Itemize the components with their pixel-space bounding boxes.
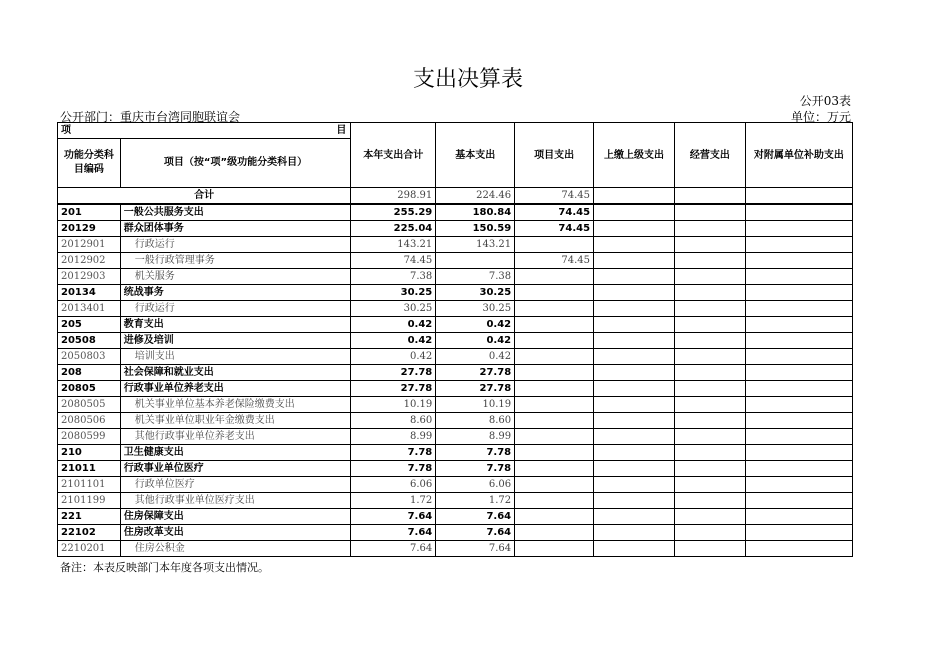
row-basic: 27.78 [436,365,515,381]
row-basic: 150.59 [436,221,515,237]
row-code: 2012902 [58,253,121,269]
total-basic: 224.46 [436,188,515,205]
table-row [58,365,853,381]
row-project [515,461,594,477]
table-row [58,301,853,317]
row-total: 7.78 [351,445,436,461]
row-business [674,317,745,333]
row-basic: 7.64 [436,541,515,557]
table-row [58,461,853,477]
total-business [674,188,745,205]
row-total: 0.42 [351,317,436,333]
row-business [674,333,745,349]
row-project: 74.45 [515,204,594,221]
table-row [58,477,853,493]
row-total: 1.72 [351,493,436,509]
row-project: 74.45 [515,221,594,237]
row-project [515,525,594,541]
row-name: 行政单位医疗 [120,477,351,493]
row-name: 行政运行 [120,301,351,317]
row-basic: 6.06 [436,477,515,493]
row-business [674,429,745,445]
row-subsidy [745,365,852,381]
row-name: 进修及培训 [120,333,351,349]
row-total: 7.64 [351,509,436,525]
row-subsidy [745,397,852,413]
row-total: 7.64 [351,525,436,541]
table-row [58,333,853,349]
row-name: 一般行政管理事务 [120,253,351,269]
row-basic: 143.21 [436,237,515,253]
table-row [58,445,853,461]
row-upper [594,541,675,557]
table-header [58,123,853,188]
page-title: 支出决算表 [412,67,523,92]
row-code: 2050803 [58,349,121,365]
row-code: 20129 [58,221,121,237]
row-total: 30.25 [351,301,436,317]
row-name: 行政运行 [120,237,351,253]
row-project [515,429,594,445]
row-basic: 0.42 [436,333,515,349]
row-total: 30.25 [351,285,436,301]
row-upper [594,317,675,333]
row-basic [436,253,515,269]
table-row [58,237,853,253]
total-upper [594,188,675,205]
row-business [674,493,745,509]
table-row [58,253,853,269]
row-basic: 7.64 [436,525,515,541]
row-name: 住房改革支出 [120,525,351,541]
row-code: 20508 [58,333,121,349]
total-label: 合计 [58,188,351,205]
row-basic: 1.72 [436,493,515,509]
row-project [515,317,594,333]
row-code: 2080506 [58,413,121,429]
row-project [515,349,594,365]
table-row [58,541,853,557]
row-upper [594,253,675,269]
row-total: 27.78 [351,381,436,397]
header-code: 功能分类科目编码 [58,139,121,188]
row-code: 2012903 [58,269,121,285]
table-row [58,269,853,285]
footnote: 备注：本表反映部门本年度各项支出情况。 [60,561,269,574]
row-subsidy [745,381,852,397]
row-basic: 30.25 [436,285,515,301]
row-total: 7.38 [351,269,436,285]
row-name: 行政事业单位养老支出 [120,381,351,397]
row-name: 社会保障和就业支出 [120,365,351,381]
row-subsidy [745,301,852,317]
header-xiang-mu [58,123,351,139]
row-business [674,204,745,221]
row-business [674,285,745,301]
row-subsidy [745,445,852,461]
row-business [674,445,745,461]
row-basic: 7.78 [436,461,515,477]
row-total: 27.78 [351,365,436,381]
row-name: 一般公共服务支出 [120,204,351,221]
table-row [58,204,853,221]
row-code: 205 [58,317,121,333]
row-upper [594,365,675,381]
header-basic: 基本支出 [436,123,515,188]
row-total: 255.29 [351,204,436,221]
row-upper [594,204,675,221]
row-subsidy [745,204,852,221]
row-business [674,413,745,429]
row-name: 机关事业单位基本养老保险缴费支出 [120,397,351,413]
table-row [58,397,853,413]
row-total: 8.99 [351,429,436,445]
header-total: 本年支出合计 [351,123,436,188]
row-name: 其他行政事业单位医疗支出 [120,493,351,509]
table-number: 公开03表 [799,94,851,108]
row-project [515,509,594,525]
row-project [515,445,594,461]
row-code: 2101101 [58,477,121,493]
row-project [515,493,594,509]
row-upper [594,477,675,493]
table-row [58,509,853,525]
row-business [674,365,745,381]
row-basic: 10.19 [436,397,515,413]
table-row [58,349,853,365]
table-row [58,381,853,397]
row-total: 143.21 [351,237,436,253]
row-code: 2210201 [58,541,121,557]
row-business [674,541,745,557]
header-business: 经营支出 [674,123,745,188]
table-row [58,413,853,429]
row-subsidy [745,253,852,269]
total-amount: 298.91 [351,188,436,205]
row-project [515,413,594,429]
row-code: 210 [58,445,121,461]
department-label: 公开部门：重庆市台湾同胞联谊会 [60,110,241,124]
row-business [674,525,745,541]
total-subsidy [745,188,852,205]
row-code: 22102 [58,525,121,541]
row-upper [594,269,675,285]
row-subsidy [745,493,852,509]
total-row [58,188,853,205]
row-basic: 7.78 [436,445,515,461]
table-row [58,525,853,541]
table-row [58,285,853,301]
row-upper [594,349,675,365]
row-basic: 30.25 [436,301,515,317]
row-subsidy [745,413,852,429]
row-subsidy [745,477,852,493]
row-subsidy [745,461,852,477]
row-total: 0.42 [351,349,436,365]
row-subsidy [745,317,852,333]
row-project [515,237,594,253]
row-business [674,349,745,365]
row-project [515,269,594,285]
row-upper [594,413,675,429]
row-project [515,477,594,493]
row-upper [594,525,675,541]
row-name: 卫生健康支出 [120,445,351,461]
row-name: 教育支出 [120,317,351,333]
row-name: 其他行政事业单位养老支出 [120,429,351,445]
header-mu: 目 [336,125,347,136]
row-basic: 0.42 [436,317,515,333]
row-upper [594,461,675,477]
row-code: 20805 [58,381,121,397]
row-total: 6.06 [351,477,436,493]
row-total: 74.45 [351,253,436,269]
row-upper [594,221,675,237]
total-project: 74.45 [515,188,594,205]
row-total: 0.42 [351,333,436,349]
row-business [674,509,745,525]
row-upper [594,301,675,317]
row-name: 机关事业单位职业年金缴费支出 [120,413,351,429]
table-body [58,188,853,557]
row-business [674,397,745,413]
row-code: 21011 [58,461,121,477]
row-name: 住房公积金 [120,541,351,557]
row-subsidy [745,221,852,237]
row-project [515,397,594,413]
row-project: 74.45 [515,253,594,269]
row-upper [594,381,675,397]
row-project [515,541,594,557]
header-project: 项目支出 [515,123,594,188]
row-name: 机关服务 [120,269,351,285]
header-name: 项目（按“项”级功能分类科目） [120,139,351,188]
row-subsidy [745,541,852,557]
row-project [515,333,594,349]
row-upper [594,445,675,461]
row-total: 10.19 [351,397,436,413]
row-code: 2080599 [58,429,121,445]
table-row [58,493,853,509]
row-project [515,365,594,381]
row-subsidy [745,349,852,365]
row-business [674,381,745,397]
row-subsidy [745,333,852,349]
row-name: 住房保障支出 [120,509,351,525]
unit-label: 单位：万元 [790,110,851,124]
row-basic: 7.64 [436,509,515,525]
row-upper [594,509,675,525]
row-code: 20134 [58,285,121,301]
row-code: 221 [58,509,121,525]
row-name: 培训支出 [120,349,351,365]
table-row [58,429,853,445]
row-subsidy [745,269,852,285]
table-row [58,317,853,333]
row-business [674,237,745,253]
row-total: 7.78 [351,461,436,477]
row-basic: 8.60 [436,413,515,429]
row-business [674,477,745,493]
header-upper: 上缴上级支出 [594,123,675,188]
row-basic: 0.42 [436,349,515,365]
row-project [515,285,594,301]
row-subsidy [745,509,852,525]
table-row [58,221,853,237]
header-subsidy: 对附属单位补助支出 [745,123,852,188]
row-business [674,253,745,269]
row-upper [594,237,675,253]
row-basic: 27.78 [436,381,515,397]
row-code: 201 [58,204,121,221]
row-upper [594,397,675,413]
row-code: 2101199 [58,493,121,509]
row-project [515,381,594,397]
row-subsidy [745,429,852,445]
header-xiang: 项 [61,125,71,136]
row-upper [594,285,675,301]
row-upper [594,493,675,509]
row-code: 2080505 [58,397,121,413]
row-total: 7.64 [351,541,436,557]
row-upper [594,333,675,349]
row-code: 2013401 [58,301,121,317]
row-business [674,221,745,237]
row-code: 208 [58,365,121,381]
expenditure-table [57,122,853,557]
row-total: 8.60 [351,413,436,429]
row-name: 群众团体事务 [120,221,351,237]
row-basic: 8.99 [436,429,515,445]
row-business [674,461,745,477]
row-business [674,301,745,317]
row-name: 行政事业单位医疗 [120,461,351,477]
row-code: 2012901 [58,237,121,253]
row-subsidy [745,237,852,253]
row-basic: 7.38 [436,269,515,285]
row-business [674,269,745,285]
row-basic: 180.84 [436,204,515,221]
row-total: 225.04 [351,221,436,237]
row-upper [594,429,675,445]
row-project [515,301,594,317]
row-name: 统战事务 [120,285,351,301]
row-subsidy [745,285,852,301]
row-subsidy [745,525,852,541]
